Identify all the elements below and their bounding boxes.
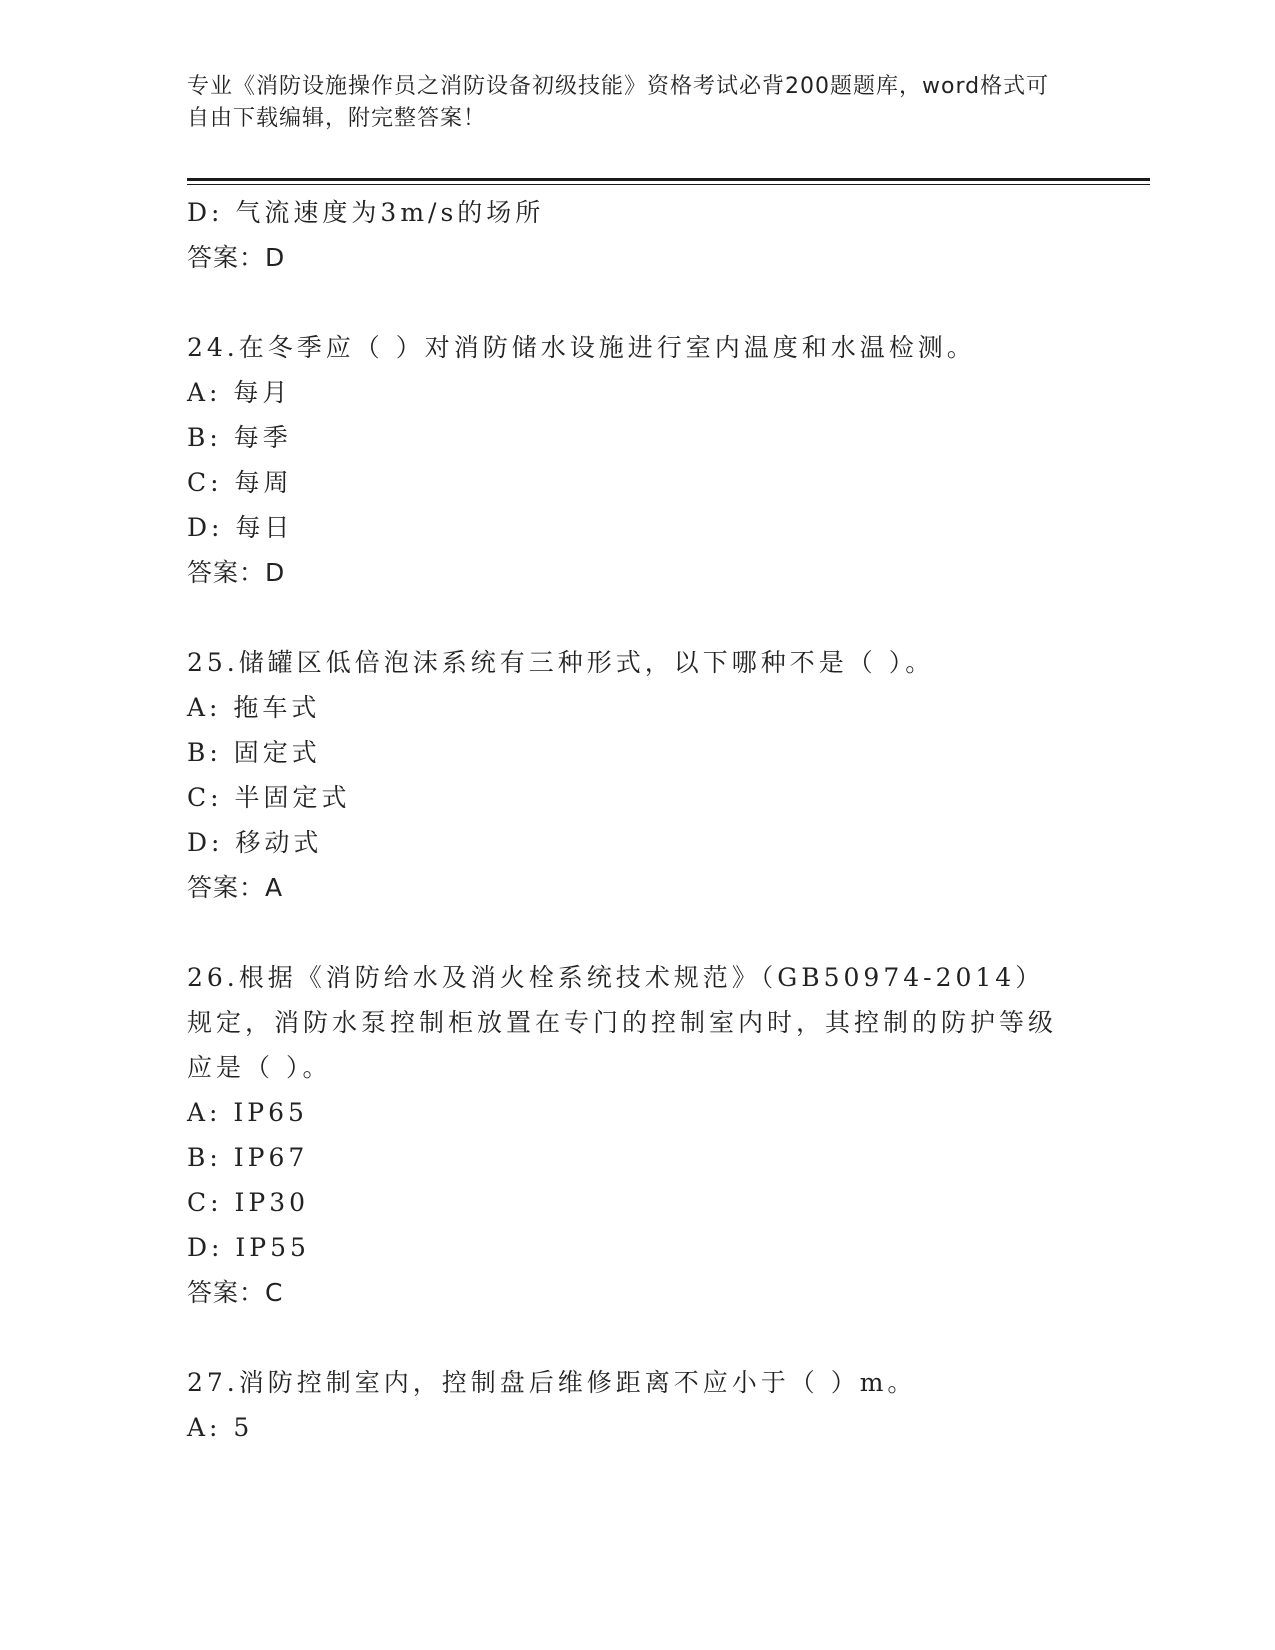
option-a: A: IP65 [187, 1098, 308, 1127]
option-c: C: 半固定式 [187, 783, 351, 812]
option-a: A: 拖车式 [187, 693, 321, 722]
question-stem: 27.消防控制室内，控制盘后维修距离不应小于（ ）m。 [187, 1368, 917, 1397]
option-c: C: IP30 [187, 1188, 310, 1217]
option-b: B: IP67 [187, 1143, 309, 1172]
question-24 [187, 325, 1067, 595]
option-b: B: 固定式 [187, 738, 321, 767]
question-stem: 26.根据《消防给水及消火栓系统技术规范》（GB50974-2014）规定，消防水泵控制柜放置在专门的控制室内时，其控制的防护等级应是（ ）。 [187, 963, 1058, 1082]
question-list [187, 190, 1067, 1450]
answer-line: 答案：C [187, 1278, 284, 1307]
document-header: 专业《消防设施操作员之消防设备初级技能》资格考试必背200题题库，word格式可自由下载编辑，附完整答案！ [187, 74, 1050, 131]
spacer [187, 280, 1067, 325]
option-a: A: 每月 [187, 378, 292, 407]
question-26 [187, 955, 1067, 1315]
question-27 [187, 1360, 1067, 1450]
spacer [187, 910, 1067, 955]
option-b: B: 每季 [187, 423, 292, 452]
option-d: D: 气流速度为3m/s的场所 [187, 198, 545, 227]
spacer [187, 595, 1067, 640]
answer-line: 答案：A [187, 873, 284, 902]
option-c: C: 每周 [187, 468, 293, 497]
option-a: A: 5 [187, 1413, 254, 1442]
question-stem: 25.储罐区低倍泡沫系统有三种形式，以下哪种不是（ ）。 [187, 648, 935, 677]
header-rule-thick [187, 178, 1150, 181]
answer-line: 答案：D [187, 243, 286, 272]
option-d: D: IP55 [187, 1233, 310, 1262]
header-rule-thin [187, 184, 1150, 185]
option-d: D: 每日 [187, 513, 294, 542]
option-d: D: 移动式 [187, 828, 323, 857]
spacer [187, 1315, 1067, 1360]
question-25 [187, 640, 1067, 910]
answer-line: 答案：D [187, 558, 286, 587]
question-stem: 24.在冬季应（ ）对消防储水设施进行室内温度和水温检测。 [187, 333, 976, 362]
